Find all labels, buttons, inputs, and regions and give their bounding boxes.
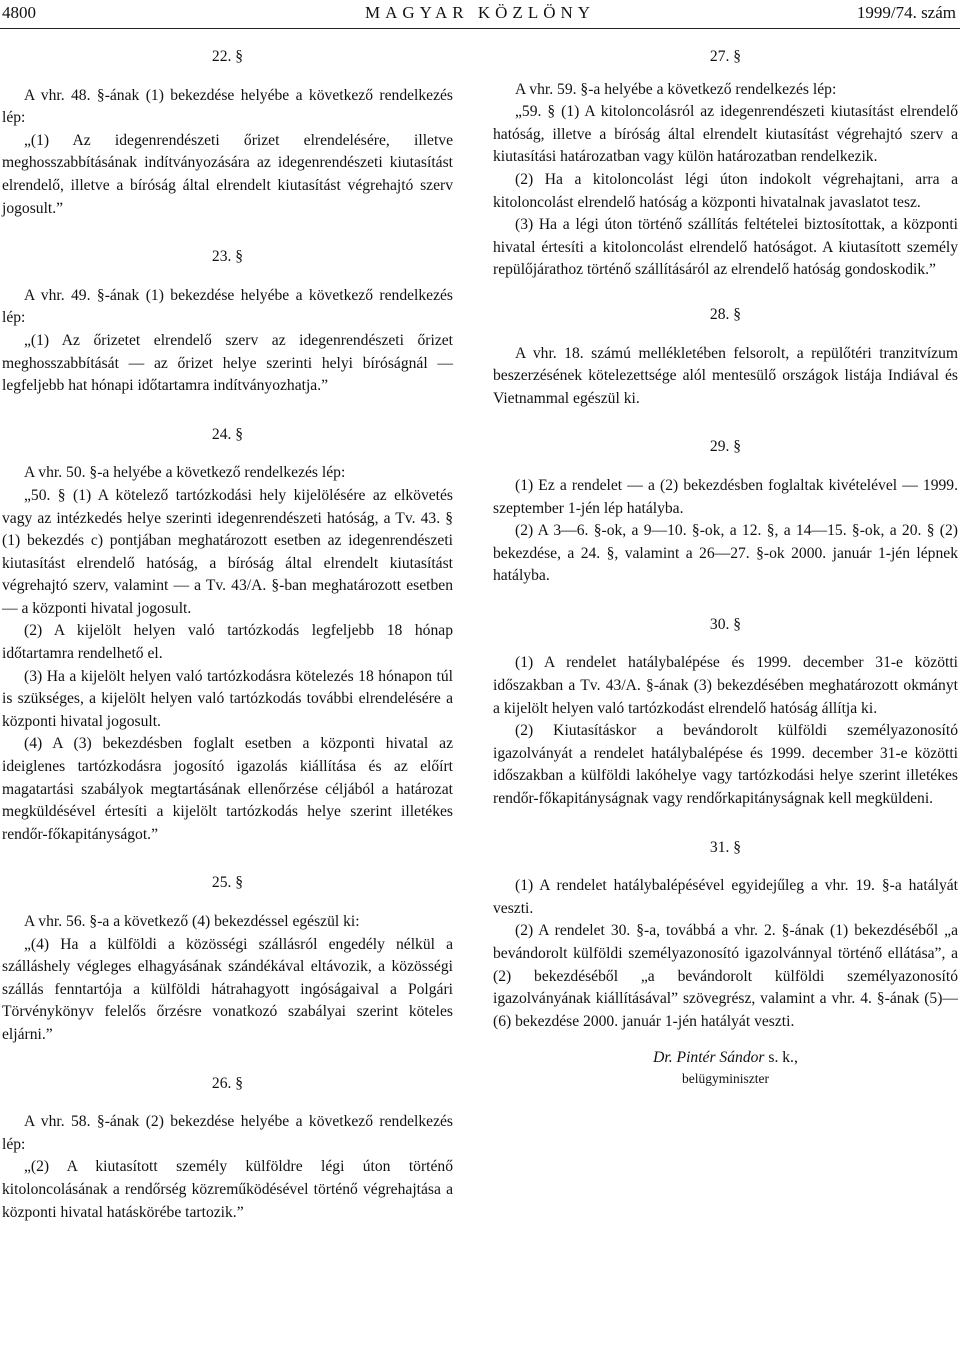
- section-23-quote: „(1) Az őrizetet elrendelő szerv az idegenrendészeti őrizet meghosszabbítását — az őrizet helye szerinti helyi bíróságnál — legfeljebb hat hónapi időtartamra indítványozhatja.”: [2, 331, 453, 395]
- left-column: [2, 46, 453, 1224]
- section-24-paragraph-4: (4) A (3) bekezdésben foglalt esetben a központi hivatal az ideiglenes tartózkodásra jogosító igazolás kiállítása és az előírt magatartási szabályok megtartásának ellenőrzése céljából a határozat megküldésével értesíti a kijelölt tartózkodás helye szerint illetékes rendőr-főkapitányságot.”: [2, 735, 453, 843]
- section-27-intro: A vhr. 59. §-a helyébe a következő rendelkezés lép:: [515, 80, 837, 98]
- section-22-quote: „(1) Az idegenrendészeti őrizet elrendelésére, illetve meghosszabbításának indítványozására az idegenrendészeti kiutasítást elrendelő, illetve a bíróság által elrendelt kiutasítást végrehajtó szerv jogosult.”: [2, 131, 453, 217]
- right-column: [493, 46, 958, 1088]
- section-22-intro: A vhr. 48. §-ának (1) bekezdése helyébe a következő rendelkezés lép:: [2, 86, 453, 127]
- section-25-intro: A vhr. 56. §-a a következő (4) bekezdéssel egészül ki:: [24, 913, 360, 930]
- section-30-paragraph-1: (1) A rendelet hatálybalépése és 1999. december 31-e közötti időszakban a Tv. 43/A. §-ának (3) bekezdésében meghatározott okmányt a kijelölt helyen való tartózkodást elrendelő hatóság állítja ki.: [493, 654, 958, 717]
- section-heading-31: 31. §: [709, 838, 742, 856]
- signatory-title: belügyminiszter: [682, 1070, 769, 1086]
- page-number: 4800: [2, 3, 36, 22]
- section-30-paragraph-2: (2) Kiutasításkor a bevándorolt külföldi személyazonosító igazolványát a rendelet hatálybalépése és 1999. december 31-e közötti időszakban a külföldi lakóhelye vagy tartózkodási helye szerint illetékes rendőr-főkapitányságnak vagy rendőrkapitányságnak kell megküldeni.: [493, 722, 958, 808]
- signature-block: [493, 1047, 958, 1088]
- section-24-paragraph-1: „50. § (1) A kötelező tartózkodási hely kijelölésére az elkövetés vagy az intézkedés helye szerinti idegenrendészeti hatóság, a Tv. 43. § (1) bekezdés c) pontjában meghatározott esetben az idegenrendészeti kiutasítást elrendelő hatóság, a bíróság által elrendelt kiutasítást végrehajtó szerv, valamint — a Tv. 43/A. §-ban meghatározott esetben — a központi hivatal jogosult.: [2, 486, 453, 617]
- signatory-name: Dr. Pintér Sándor: [653, 1049, 765, 1067]
- section-26-quote: „(2) A kiutasított személy külföldre légi úton történő kitoloncolásának a rendőrség közreműködésével történő végrehajtása a központi hivatal hatáskörébe tartozik.”: [2, 1158, 453, 1221]
- page-header: [0, 2, 960, 26]
- section-31-paragraph-2: (2) A rendelet 30. §-a, továbbá a vhr. 2. §-ának (1) bekezdéséből „a bevándorolt külföldi személyazonosító igazolvánnyal történő ellátása”, a (2) bekezdéséből „a bevándorolt külföldi személyazonosító igazolványának kiállításával” szövegrész, valamint a vhr. 4. §-ának (5)—(6) bekezdése 2000. január 1-jén hatályát veszti.: [493, 922, 958, 1030]
- section-31-paragraph-1: (1) A rendelet hatálybalépésével egyidejűleg a vhr. 19. §-a hatályát veszti.: [493, 877, 958, 917]
- section-23-intro: A vhr. 49. §-ának (1) bekezdése helyébe a következő rendelkezés lép:: [2, 286, 453, 327]
- section-28-paragraph-1: A vhr. 18. számú mellékletében felsorolt, a repülőtéri tranzitvízum beszerzésének kötelezettsége alól mentesülő országok listája Indiával és Vietnammal egészül ki.: [493, 344, 958, 407]
- section-24-paragraph-2: (2) A kijelölt helyen való tartózkodás legfeljebb 18 hónap időtartamra rendelhető el.: [2, 622, 453, 663]
- section-27-paragraph-1: „59. § (1) A kitoloncolásról az idegenrendészeti kiutasítást elrendelő hatóság, illetve a bíróság által elrendelt kiutasítást végrehajtó szerv a kiutasítási határozatban vagy külön határozatban rendelkezik.: [493, 103, 958, 166]
- section-heading-29: 29. §: [709, 438, 742, 456]
- journal-title: MAGYAR KÖZLÖNY: [364, 3, 596, 22]
- issue-number: 1999/74. szám: [856, 3, 956, 22]
- signature-suffix: s. k.,: [764, 1049, 798, 1067]
- section-24-intro: A vhr. 50. §-a helyébe a következő rendelkezés lép:: [24, 464, 346, 482]
- section-29-paragraph-1: (1) Ez a rendelet — a (2) bekezdésben foglaltak kivételével — 1999. szeptember 1-jén lép hatályba.: [493, 476, 958, 517]
- section-heading-24: 24. §: [211, 425, 244, 443]
- section-27-paragraph-2: (2) Ha a kitoloncolást légi úton indokolt végrehajtani, arra a kitoloncolást elrendelő hatóság a központi hivatalnak javaslatot tesz.: [493, 170, 958, 211]
- section-29-paragraph-2: (2) A 3—6. §-ok, a 9—10. §-ok, a 12. §, a 14—15. §-ok, a 20. § (2) bekezdése, a 24. §, valamint a 26—27. §-ok 2000. január 1-jén lépnek hatályba.: [493, 522, 958, 585]
- section-heading-22: 22. §: [211, 48, 244, 65]
- section-heading-30: 30. §: [709, 615, 742, 633]
- section-heading-27: 27. §: [709, 48, 742, 65]
- section-26-intro: A vhr. 58. §-ának (2) bekezdése helyébe a következő rendelkezés lép:: [2, 1113, 453, 1153]
- section-heading-25: 25. §: [211, 874, 244, 892]
- section-24-paragraph-3: (3) Ha a kijelölt helyen való tartózkodásra kötelezés 18 hónapon túl is szükséges, a kijelölt helyen való tartózkodás további elrendelésére a központi hivatal jogosult.: [2, 667, 453, 730]
- section-25-quote: „(4) Ha a külföldi a közösségi szállásról engedély nélkül a szálláshely végleges elhagyásának szándékával eltávozik, a közösségi szállás fenntartója a külföldi hátrahagyott ingóságaival a Polgári Törvénykönyv felelős őrzésre vonatkozó szabályai szerint köteles eljárni.”: [2, 935, 453, 1043]
- section-heading-26: 26. §: [211, 1074, 244, 1092]
- signature-line: [493, 1047, 958, 1070]
- header-rule: [0, 28, 960, 29]
- section-heading-23: 23. §: [211, 248, 244, 266]
- section-heading-28: 28. §: [709, 305, 742, 323]
- section-27-paragraph-3: (3) Ha a légi úton történő szállítás feltételei biztosítottak, a központi hivatal értesíti a kitoloncolást elrendelő hatóságot. A kiutasított személy repülőjárathoz történő szállításáról az elrendelő hatóság gondoskodik.”: [493, 216, 958, 279]
